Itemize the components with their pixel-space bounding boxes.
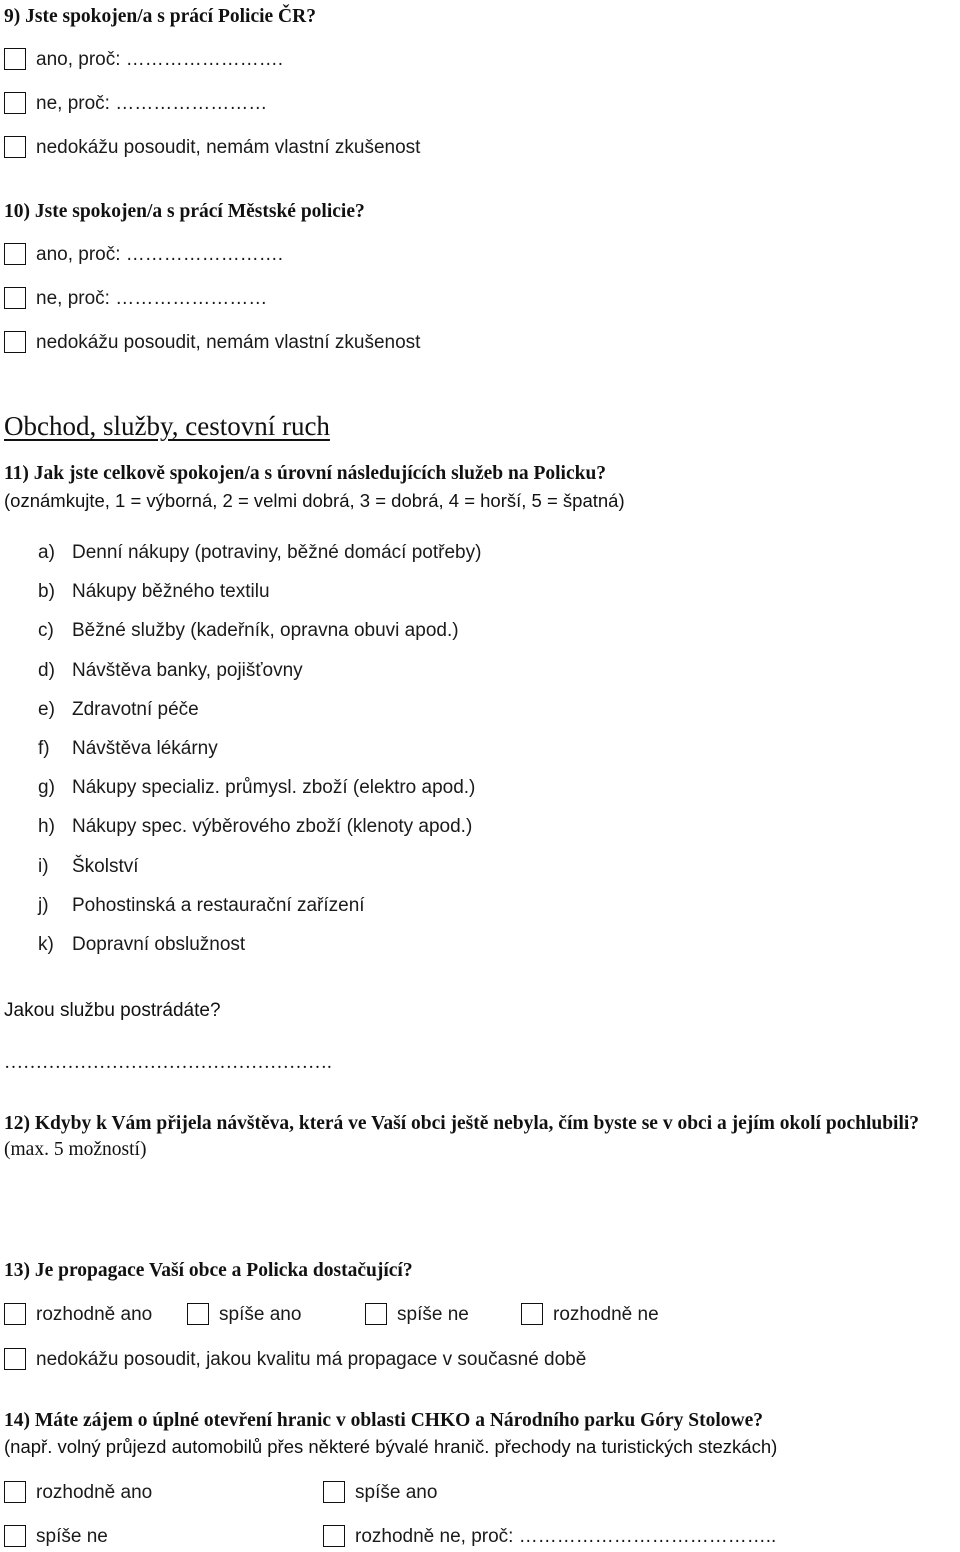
option-label: spíše ne [36, 1526, 108, 1547]
checkbox[interactable] [323, 1481, 345, 1503]
q11-title: 11) Jak jste celkově spokojen/a s úrovní následujících služeb na Policku? [4, 463, 607, 484]
service-item: d) Návštěva banky, pojišťovny [38, 660, 303, 681]
option-label: ne, proč: …………………… [36, 288, 268, 309]
q14-title: 14) Máte zájem o úplné otevření hranic v oblasti CHKO a Národního parku Góry Stolowe? [4, 1410, 764, 1431]
service-item: e) Zdravotní péče [38, 699, 199, 720]
q10-title: 10) Jste spokojen/a s prácí Městské policie? [4, 201, 365, 222]
option-label: spíše ano [219, 1304, 302, 1325]
option-label: rozhodně ano [36, 1304, 153, 1325]
checkbox[interactable] [4, 287, 26, 309]
service-item: c) Běžné služby (kadeřník, opravna obuvi apod.) [38, 620, 459, 641]
option-label: nedokážu posoudit, jakou kvalitu má propagace v současné době [36, 1349, 587, 1370]
option-label: spíše ano [355, 1482, 438, 1503]
q12-note: (max. 5 možností) [4, 1139, 147, 1160]
checkbox[interactable] [4, 1348, 26, 1370]
option-label: spíše ne [397, 1304, 469, 1325]
checkbox[interactable] [4, 136, 26, 158]
option-label: nedokážu posoudit, nemám vlastní zkušenost [36, 137, 421, 158]
checkbox[interactable] [4, 243, 26, 265]
checkbox[interactable] [323, 1525, 345, 1547]
option-label: ne, proč: …………………… [36, 93, 268, 114]
service-item: b) Nákupy běžného textilu [38, 581, 270, 602]
q9-title: 9) Jste spokojen/a s prácí Policie ČR? [4, 6, 316, 27]
option-label: ano, proč: ……………………. [36, 244, 284, 265]
q12-question [4, 1111, 958, 1163]
q14-note: (např. volný průjezd automobilů přes některé bývalé hranič. přechody na turistických stezkách) [4, 1436, 778, 1457]
service-item: h) Nákupy spec. výběrového zboží (klenoty apod.) [38, 816, 473, 837]
option-label: rozhodně ne, proč: ………………………………….. [355, 1526, 777, 1547]
option-label: nedokážu posoudit, nemám vlastní zkušenost [36, 332, 421, 353]
service-item: g) Nákupy specializ. průmysl. zboží (elektro apod.) [38, 777, 476, 798]
service-item: a) Denní nákupy (potraviny, běžné domácí potřeby) [38, 542, 482, 563]
q13-title: 13) Je propagace Vaší obce a Policka dostačující? [4, 1260, 413, 1281]
checkbox[interactable] [4, 92, 26, 114]
checkbox[interactable] [521, 1303, 543, 1325]
checkbox[interactable] [4, 1303, 26, 1325]
service-item: k) Dopravní obslužnost [38, 934, 246, 955]
missing-service-field[interactable]: ……………………………………………. [4, 1052, 332, 1073]
service-item: i) Školství [38, 856, 139, 877]
service-item: j) Pohostinská a restaurační zařízení [38, 895, 365, 916]
checkbox[interactable] [4, 48, 26, 70]
q12-title: 12) Kdyby k Vám přijela návštěva, která ve Vaší obci ještě nebyla, čím byste se v obci a jejím okolí pochlubili? [4, 1113, 920, 1134]
option-label: rozhodně ne [553, 1304, 659, 1325]
checkbox[interactable] [4, 1525, 26, 1547]
checkbox[interactable] [365, 1303, 387, 1325]
missing-service-label: Jakou službu postrádáte? [4, 1000, 221, 1021]
service-item: f) Návštěva lékárny [38, 738, 218, 759]
option-label: rozhodně ano [36, 1482, 153, 1503]
q11-instruction: (oznámkujte, 1 = výborná, 2 = velmi dobrá, 3 = dobrá, 4 = horší, 5 = špatná) [4, 490, 625, 511]
checkbox[interactable] [4, 331, 26, 353]
section-heading: Obchod, služby, cestovní ruch [4, 411, 330, 441]
checkbox[interactable] [4, 1481, 26, 1503]
option-label: ano, proč: ……………………. [36, 49, 284, 70]
checkbox[interactable] [187, 1303, 209, 1325]
